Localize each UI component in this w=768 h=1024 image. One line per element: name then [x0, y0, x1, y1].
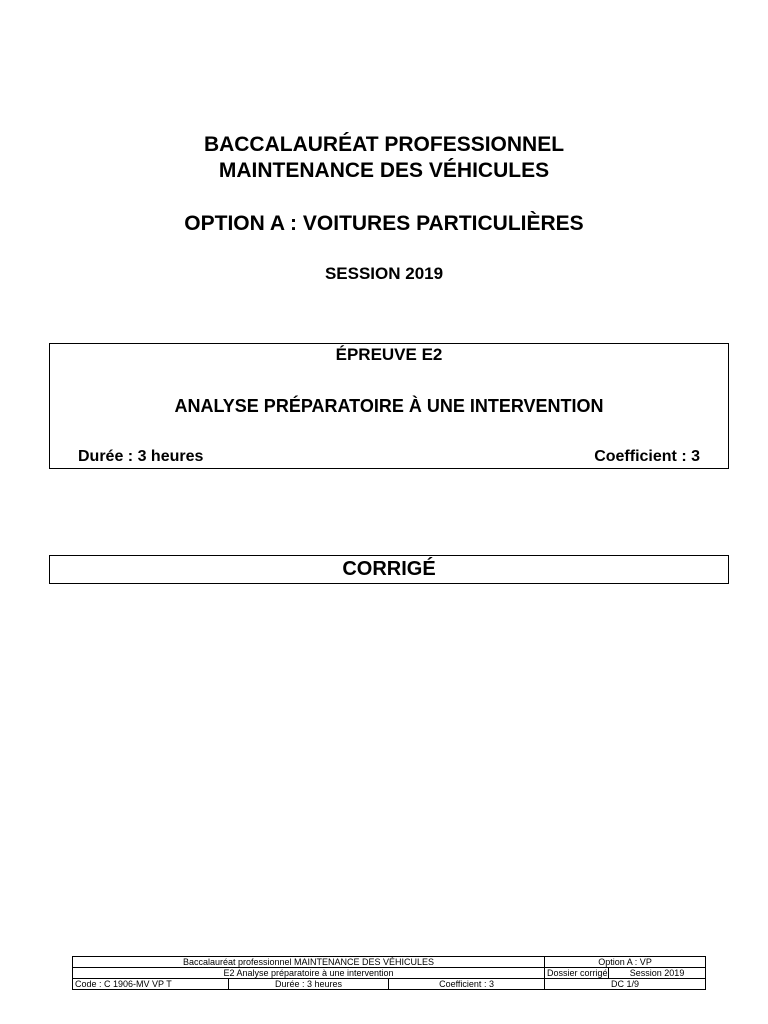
duration-label: Durée : 3 heures: [78, 448, 204, 465]
footer-table: [72, 956, 706, 990]
epreuve-box: [49, 343, 729, 469]
exam-option: OPTION A : VOITURES PARTICULIÈRES: [184, 212, 584, 235]
exam-title: BACCALAURÉAT PROFESSIONNEL: [203, 133, 565, 156]
footer-code: Code : C 1906-MV VP T: [73, 979, 229, 990]
coefficient-label: Coefficient : 3: [594, 448, 700, 465]
footer-exam-name: Baccalauréat professionnel MAINTENANCE DES VÉHICULES: [73, 957, 545, 968]
exam-session: SESSION 2019: [324, 264, 444, 283]
corrige-box: [49, 555, 729, 584]
exam-specialty: MAINTENANCE DES VÉHICULES: [218, 159, 550, 182]
corrige-label: CORRIGÉ: [342, 558, 436, 580]
footer-epreuve: E2 Analyse préparatoire à une intervention: [73, 968, 545, 979]
footer-duree: Durée : 3 heures: [229, 979, 389, 990]
footer-option: Option A : VP: [545, 957, 706, 968]
footer-session: Session 2019: [609, 968, 706, 979]
epreuve-title: ÉPREUVE E2: [335, 345, 443, 364]
footer-row: [73, 968, 706, 979]
epreuve-subtitle: ANALYSE PRÉPARATOIRE À UNE INTERVENTION: [174, 396, 604, 416]
footer-coefficient: Coefficient : 3: [389, 979, 545, 990]
footer-dossier: Dossier corrigé: [545, 968, 609, 979]
footer-row: [73, 979, 706, 990]
footer-row: [73, 957, 706, 968]
footer-page: DC 1/9: [545, 979, 706, 990]
